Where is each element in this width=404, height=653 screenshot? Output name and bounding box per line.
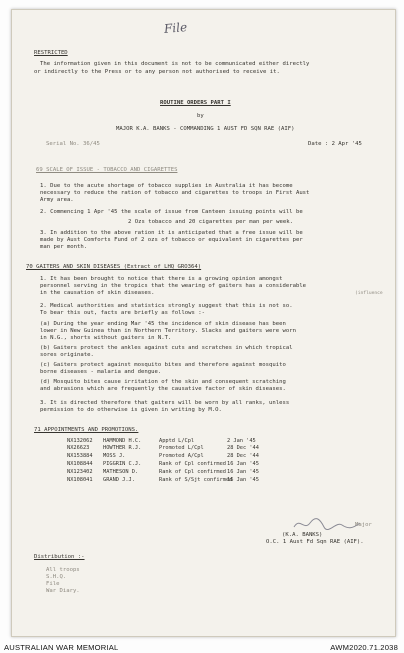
service-number: NX108041	[67, 477, 93, 483]
appointment-date: 16 Jan '45	[227, 461, 259, 467]
paragraph-line: (b) Gaiters protect the ankles against cuts and scratches in which tropical	[40, 345, 293, 351]
member-name: MATHESON D.	[103, 469, 139, 475]
appointment-action: Rank of Cpl confirmed	[159, 461, 226, 467]
restriction-line: The information given in this document is not to be communicated either directly	[40, 61, 310, 67]
paragraph-line: sores originate.	[40, 352, 94, 358]
page-title: ROUTINE ORDERS PART I	[160, 100, 231, 106]
paragraph-line: in N.G., shorts without gaiters in N.T.	[40, 335, 172, 341]
paragraph-line: lower in New Guinea than in Northern Territory. Slacks and gaiters were worn	[40, 328, 296, 334]
appointment-action: Apptd L/Cpl	[159, 438, 195, 444]
service-number: NX26623	[67, 445, 90, 451]
appointment-date: 28 Dec '44	[227, 445, 259, 451]
footer-accession-number: AWM2020.71.2038	[330, 643, 398, 652]
paragraph-line: To bear this out, facts are briefly as follows :-	[40, 310, 206, 316]
restriction-heading: RESTRICTED	[34, 50, 68, 56]
paragraph-line: 3. It is directed therefore that gaiters will be worn by all ranks, unless	[40, 400, 290, 406]
distribution-item: War Diary.	[46, 588, 80, 594]
paragraph-line: 1. Due to the acute shortage of tobacco supplies in Australia it has become	[40, 183, 293, 189]
serial-number: Serial No. 36/45	[46, 141, 100, 147]
service-number: NX153884	[67, 453, 93, 459]
paragraph-line: in the causation of skin diseases.	[40, 290, 155, 296]
by-line: by	[197, 113, 204, 119]
member-name: PIGGRIN C.J.	[103, 461, 142, 467]
section-heading: 71 APPOINTMENTS AND PROMOTIONS.	[34, 427, 139, 433]
signatory-name: (K.A. BANKS)	[282, 532, 323, 538]
appointment-action: Promoted A/Cpl	[159, 453, 204, 459]
service-number: NX123402	[67, 469, 93, 475]
paragraph-line: 2 Ozs tobacco and 20 cigarettes per man per week.	[128, 219, 294, 225]
paragraph-line: borne diseases - malaria and dengue.	[40, 369, 162, 375]
appointment-action: Rank of S/Sjt confirmed	[159, 477, 233, 483]
appointment-date: 16 Jan '45	[227, 469, 259, 475]
order-date: Date : 2 Apr '45	[308, 141, 362, 147]
paragraph-line: Army area.	[40, 197, 74, 203]
signatory-rank: Major	[355, 522, 372, 528]
paragraph-line: made by Aust Comforts Fund of 2 ozs of tobacco or equivalent in cigarettes per	[40, 237, 303, 243]
restriction-line: or indirectly to the Press or to any person not authorised to receive it.	[34, 69, 280, 75]
paragraph-line: 2. Medical authorities and statistics strongly suggest that this is not so.	[40, 303, 293, 309]
distribution-item: File	[46, 581, 60, 587]
service-number: NX108844	[67, 461, 93, 467]
distribution-item: S.H.Q.	[46, 574, 67, 580]
service-number: NX132062	[67, 438, 93, 444]
section-heading: 70 GAITERS AND SKIN DISEASES (Extract of LHQ GRO364)	[26, 264, 202, 270]
appointment-action: Promoted L/Cpl	[159, 445, 204, 451]
document-page	[11, 9, 396, 637]
distribution-item: All troops	[46, 567, 80, 573]
appointment-date: 28 Dec '44	[227, 453, 259, 459]
handwritten-note: File	[163, 20, 188, 36]
paragraph-line: man per month.	[40, 244, 88, 250]
appointment-date: 2 Jan '45	[227, 438, 256, 444]
appointment-date: 16 Jan '45	[227, 477, 259, 483]
signature-scribble	[292, 515, 362, 533]
member-name: MOSS J.	[103, 453, 126, 459]
member-name: GRAND J.J.	[103, 477, 135, 483]
issuer: MAJOR K.A. BANKS - COMMANDING 1 AUST FD SQN RAE (AIF)	[116, 126, 295, 132]
paragraph-line: 1. It has been brought to notice that there is a growing opinion amongst	[40, 276, 283, 282]
footer-institution: AUSTRALIAN WAR MEMORIAL	[4, 643, 119, 652]
paragraph-line: permission to do otherwise is given in writing by M.O.	[40, 407, 222, 413]
margin-note: (influence	[355, 291, 383, 296]
paragraph-line: 3. In addition to the above ration it is anticipated that a free issue will be	[40, 230, 303, 236]
member-name: HAMMOND H.C.	[103, 438, 142, 444]
signatory-unit: O.C. 1 Aust Fd Sqn RAE (AIF).	[266, 539, 364, 545]
paragraph-line: personnel serving in the tropics that the wearing of gaiters has a considerable	[40, 283, 307, 289]
paragraph-line: (a) During the year ending Mar '45 the incidence of skin disease has been	[40, 321, 286, 327]
section-heading: 69 SCALE OF ISSUE - TOBACCO AND CIGARETTES	[36, 167, 178, 173]
paragraph-line: 2. Commencing 1 Apr '45 the scale of issue from Canteen issuing points will be	[40, 209, 303, 215]
paragraph-line: (c) Gaiters protect against mosquito bites and therefore against mosquito	[40, 362, 286, 368]
member-name: HOWTHER R.J.	[103, 445, 142, 451]
distribution-heading: Distribution :-	[34, 554, 85, 560]
paragraph-line: and abrasions which are frequently the causative factor of skin diseases.	[40, 386, 286, 392]
appointment-action: Rank of Cpl confirmed	[159, 469, 226, 475]
paragraph-line: necessary to reduce the ration of tobacco and cigarettes to troops in First Aust	[40, 190, 310, 196]
paragraph-line: (d) Mosquito bites cause irritation of the skin and consequent scratching	[40, 379, 286, 385]
